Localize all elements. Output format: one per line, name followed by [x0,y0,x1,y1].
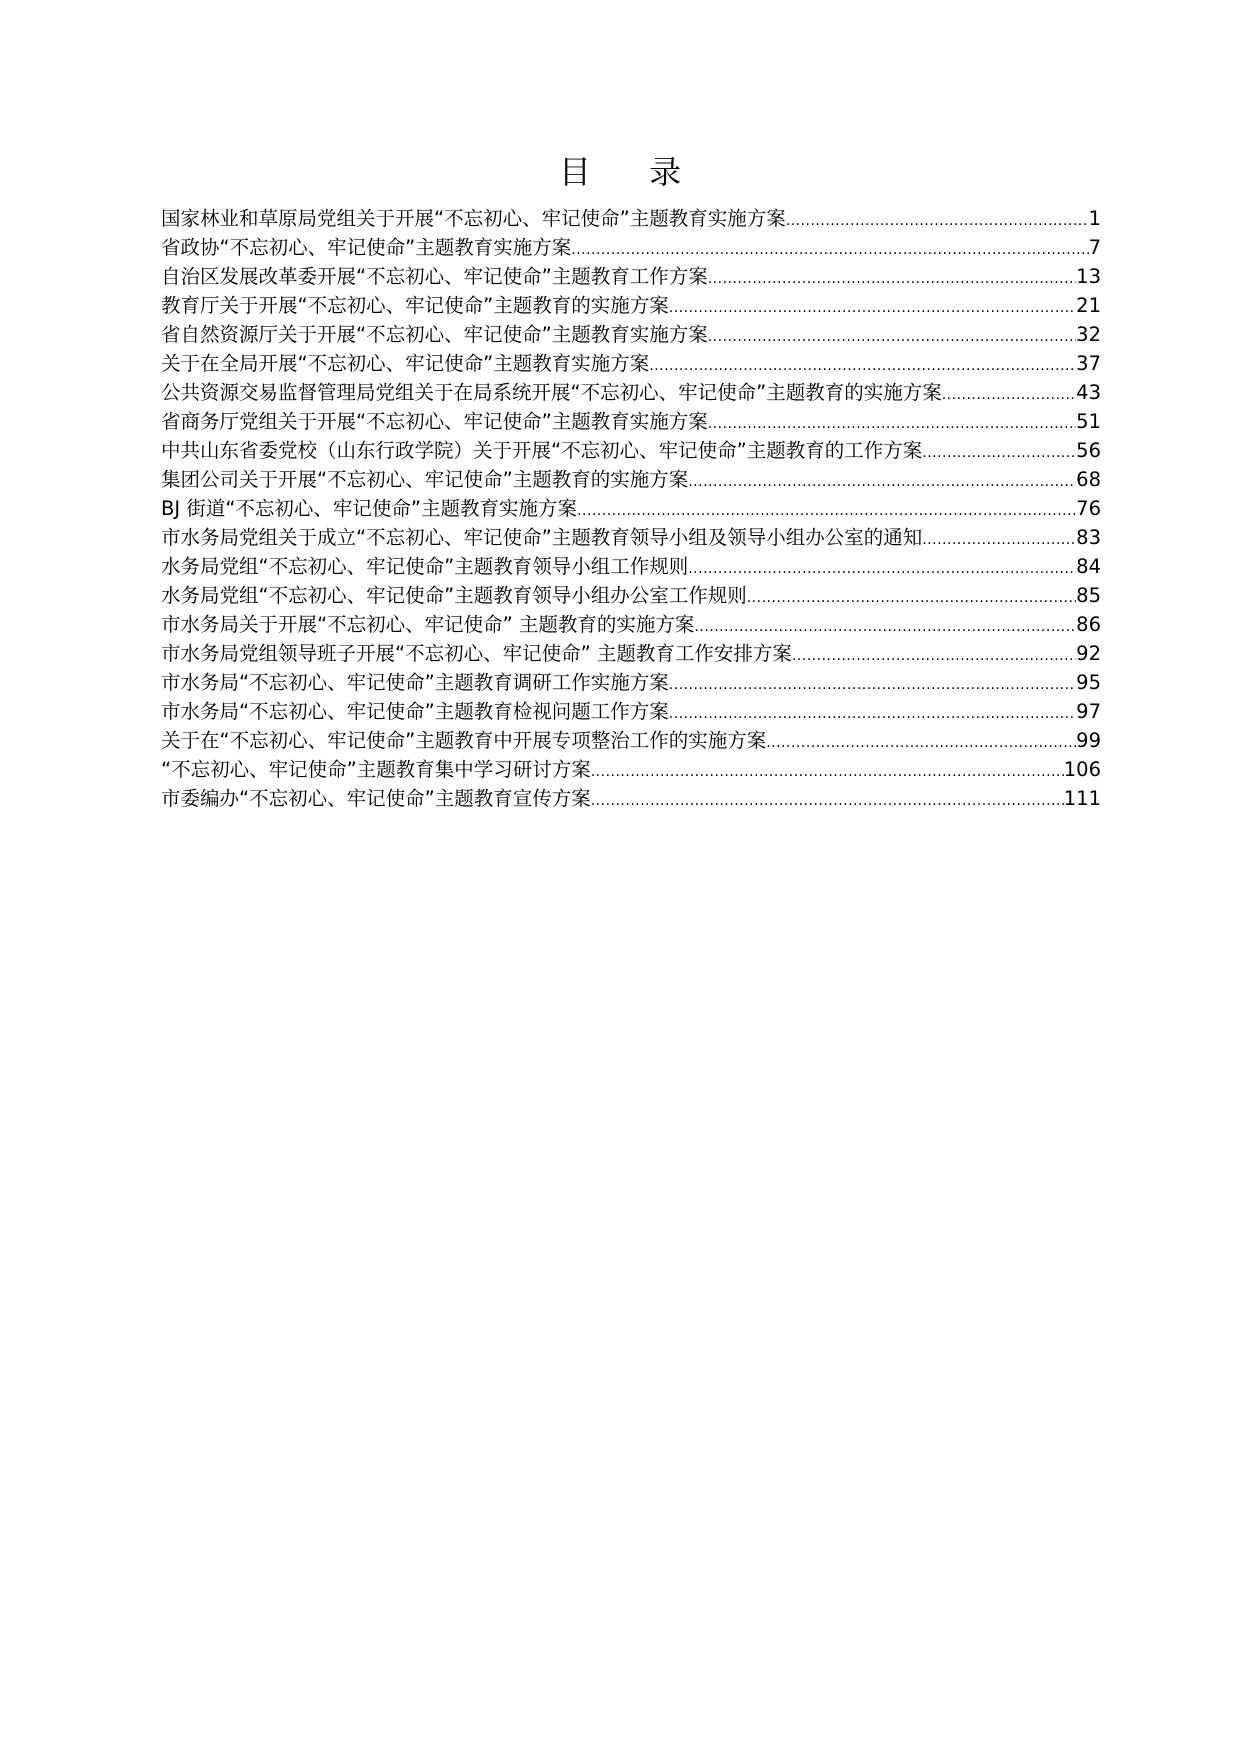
toc-dot-leader [591,758,1064,784]
toc-dot-leader [577,497,1076,523]
toc-entry-title: 集团公司关于开展“不忘初心、牢记使命”主题教育的实施方案 [161,468,689,491]
toc-entry[interactable] [161,494,1101,523]
toc-entry[interactable] [161,755,1101,784]
toc-dot-leader [942,381,1076,407]
toc-dot-leader [688,555,1076,581]
toc-entry[interactable] [161,784,1101,813]
toc-entry-page: 84 [1076,555,1101,578]
toc-entry-title: 水务局党组“不忘初心、牢记使命”主题教育领导小组工作规则 [161,555,689,578]
toc-entry-title: 关于在“不忘初心、牢记使命”主题教育中开展专项整治工作的实施方案 [161,729,767,752]
toc-entry-title: 省自然资源厅关于开展“不忘初心、牢记使命”主题教育实施方案 [161,323,708,346]
toc-entry[interactable] [161,610,1101,639]
toc-dot-leader [766,729,1076,755]
toc-dot-leader [688,468,1076,494]
toc-entry-page: 51 [1076,410,1101,433]
toc-entry[interactable] [161,349,1101,378]
toc-entry-title: 市水务局“不忘初心、牢记使命”主题教育调研工作实施方案 [161,671,669,694]
toc-entry[interactable] [161,639,1101,668]
toc-entry-page: 106 [1063,758,1101,781]
toc-entry-title: 省政协“不忘初心、牢记使命”主题教育实施方案 [161,236,572,259]
toc-entry[interactable] [161,262,1101,291]
toc-dot-leader [922,439,1076,465]
toc-entry[interactable] [161,697,1101,726]
toc-dot-leader [649,352,1076,378]
toc-entry[interactable] [161,233,1101,262]
toc-entry[interactable] [161,204,1101,233]
toc-entry-title: 教育厅关于开展“不忘初心、牢记使命”主题教育的实施方案 [161,294,669,317]
toc-entry[interactable] [161,320,1101,349]
toc-entry-page: 97 [1076,700,1101,723]
toc-entry-page: 86 [1076,613,1101,636]
toc-entry-page: 32 [1076,323,1101,346]
toc-entry-title: “不忘初心、牢记使命”主题教育集中学习研讨方案 [161,758,591,781]
toc-entry-page: 111 [1063,787,1101,810]
toc-entry[interactable] [161,378,1101,407]
toc-entry[interactable] [161,552,1101,581]
toc-entry-page: 21 [1076,294,1101,317]
toc-entry-title: 水务局党组“不忘初心、牢记使命”主题教育领导小组办公室工作规则 [161,584,747,607]
toc-entry[interactable] [161,436,1101,465]
toc-dot-leader [591,787,1064,813]
toc-entry-page: 13 [1076,265,1101,288]
toc-dot-leader [669,700,1076,726]
toc-entry-title: 省商务厅党组关于开展“不忘初心、牢记使命”主题教育实施方案 [161,410,708,433]
toc-dot-leader [922,526,1076,552]
toc-entry-title: 市水务局党组关于成立“不忘初心、牢记使命”主题教育领导小组及领导小组办公室的通知 [161,526,923,549]
toc-list [161,204,1101,813]
toc-entry[interactable] [161,668,1101,697]
toc-dot-leader [786,207,1089,233]
toc-title: 目 录 [558,153,706,191]
toc-entry-page: 56 [1076,439,1101,462]
toc-dot-leader [669,671,1076,697]
toc-entry-title: 市委编办“不忘初心、牢记使命”主题教育宣传方案 [161,787,591,810]
toc-entry[interactable] [161,465,1101,494]
toc-dot-leader [694,613,1076,639]
toc-entry-title: 自治区发展改革委开展“不忘初心、牢记使命”主题教育工作方案 [161,265,708,288]
toc-entry-title: 市水务局“不忘初心、牢记使命”主题教育检视问题工作方案 [161,700,669,723]
toc-entry-page: 95 [1076,671,1101,694]
toc-entry-page: 92 [1076,642,1101,665]
toc-entry-title: 公共资源交易监督管理局党组关于在局系统开展“不忘初心、牢记使命”主题教育的实施方案 [161,381,942,404]
toc-entry-page: 68 [1076,468,1101,491]
toc-entry[interactable] [161,523,1101,552]
toc-entry-title: 市水务局关于开展“不忘初心、牢记使命” 主题教育的实施方案 [161,613,695,636]
toc-entry-title: BJ 街道“不忘初心、牢记使命”主题教育实施方案 [161,497,578,520]
toc-entry-title: 市水务局党组领导班子开展“不忘初心、牢记使命” 主题教育工作安排方案 [161,642,792,665]
toc-dot-leader [669,294,1076,320]
toc-dot-leader [708,265,1076,291]
toc-entry-page: 83 [1076,526,1101,549]
toc-entry-page: 99 [1076,729,1101,752]
toc-entry-page: 76 [1076,497,1101,520]
toc-entry-page: 37 [1076,352,1101,375]
toc-entry-page: 43 [1076,381,1101,404]
toc-entry-page: 1 [1088,207,1101,230]
toc-entry-title: 国家林业和草原局党组关于开展“不忘初心、牢记使命”主题教育实施方案 [161,207,786,230]
toc-dot-leader [708,323,1076,349]
toc-dot-leader [708,410,1076,436]
toc-entry-page: 85 [1076,584,1101,607]
toc-dot-leader [747,584,1076,610]
toc-dot-leader [571,236,1088,262]
toc-entry[interactable] [161,726,1101,755]
toc-dot-leader [792,642,1076,668]
toc-entry[interactable] [161,581,1101,610]
toc-entry-title: 中共山东省委党校（山东行政学院）关于开展“不忘初心、牢记使命”主题教育的工作方案 [161,439,923,462]
toc-entry[interactable] [161,407,1101,436]
toc-entry-title: 关于在全局开展“不忘初心、牢记使命”主题教育实施方案 [161,352,650,375]
toc-entry-page: 7 [1088,236,1101,259]
toc-entry[interactable] [161,291,1101,320]
